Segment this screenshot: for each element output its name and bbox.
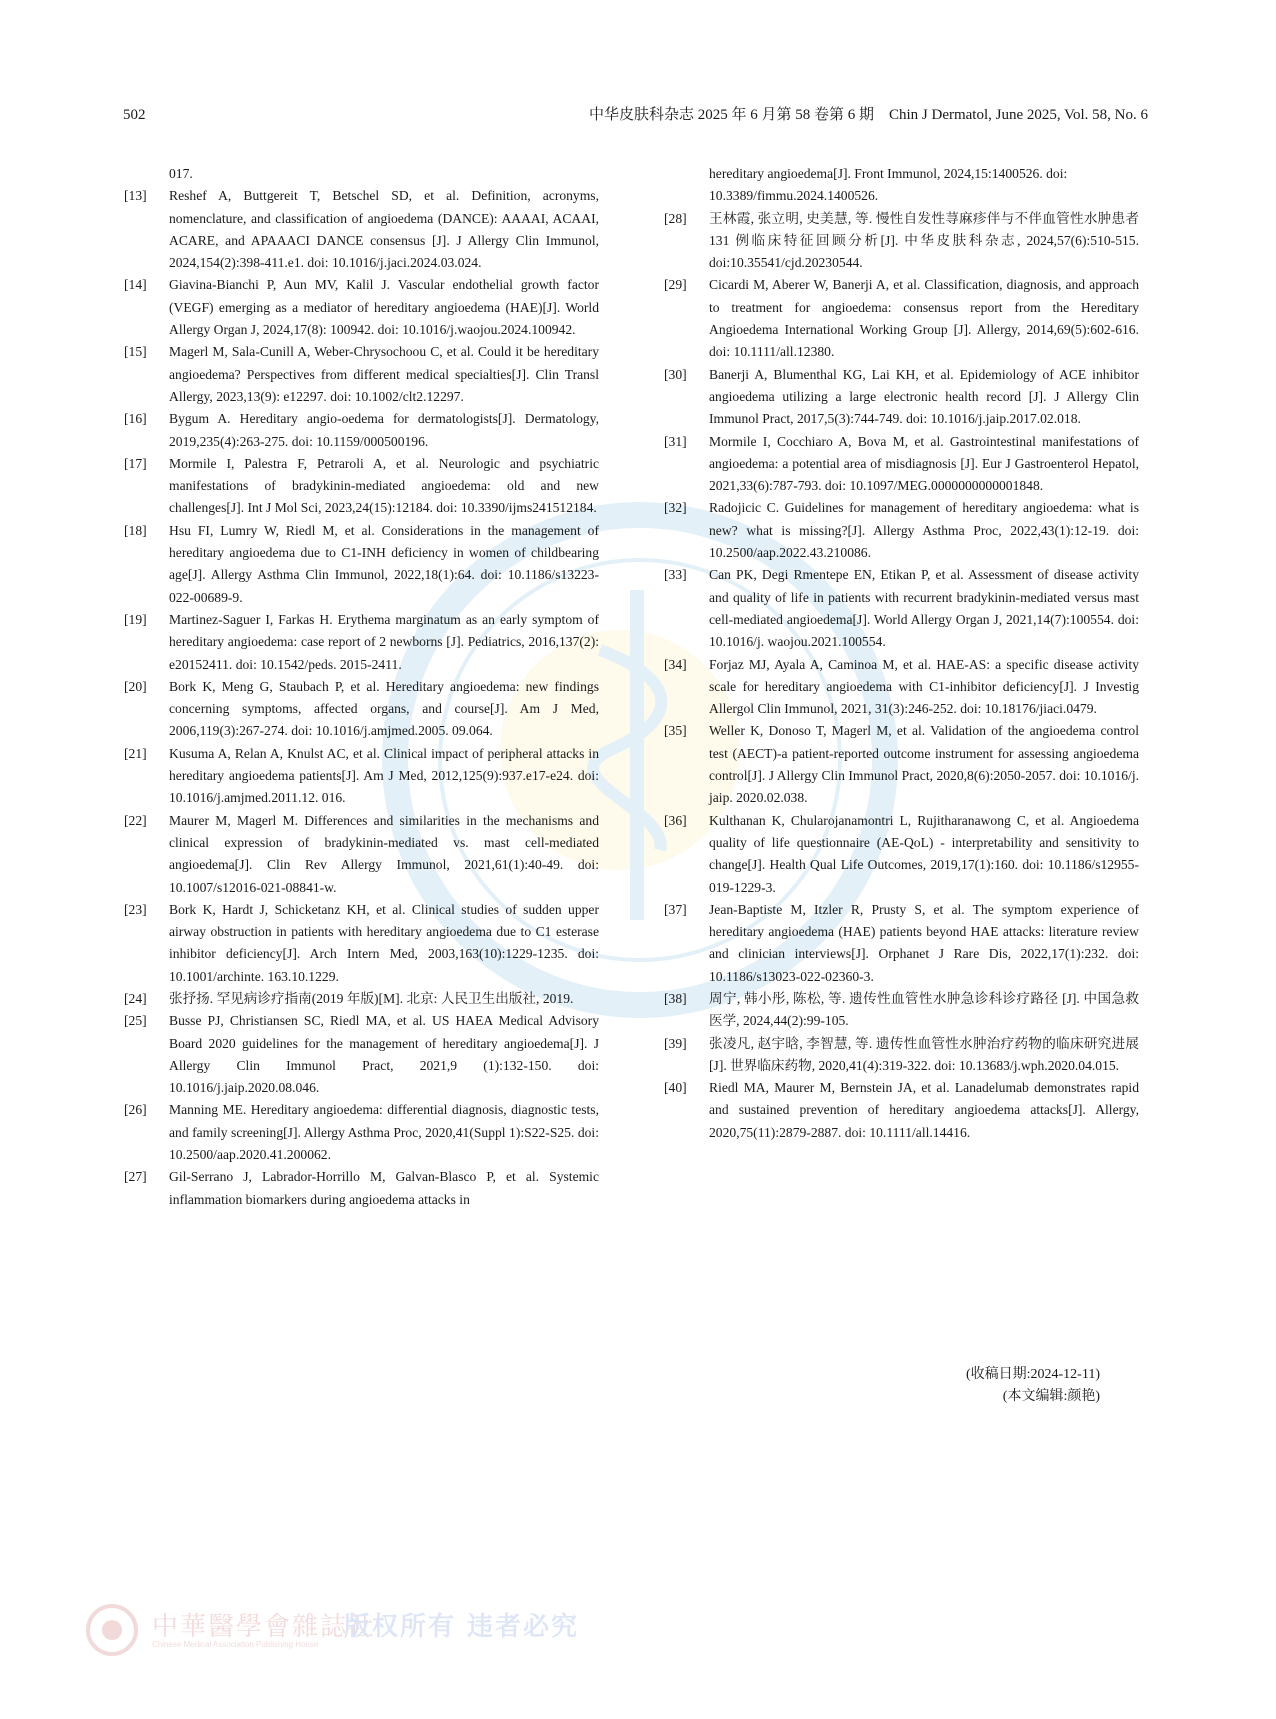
publisher-logo <box>84 1600 584 1660</box>
page-number: 502 <box>123 107 146 123</box>
reference-text: Reshef A, Buttgereit T, Betschel SD, et al. Definition, acronyms, nomenclature, and classification of angioedema (DANCE): AAAAI, ACAAI, ACARE, and APAAACI DANCE consensus [J]. J Allergy Clin Immunol, 2024,154(2):398-411.e1. doi: 10.1016/j.jaci.2024.03.024. <box>169 188 599 271</box>
reference-text: 张凌凡, 赵宇晗, 李智慧, 等. 遗传性血管性水肿治疗药物的临床研究进展[J]. 世界临床药物, 2020,41(4):319-322. doi: 10.13683/j.wph.2020.04.015. <box>709 1035 1139 1073</box>
editor-note: (本文编辑:颜艳) <box>1002 1389 1100 1404</box>
reference-item <box>124 453 599 520</box>
reference-number: [16] <box>124 411 147 427</box>
reference-text: 王林霞, 张立明, 史美慧, 等. 慢性自发性荨麻疹伴与不伴血管性水肿患者 131 例临床特征回顾分析[J]. 中华皮肤科杂志, 2024,57(6):510-515. doi:10.35541/cjd.20230544. <box>709 210 1139 271</box>
reference-text: Mormile I, Cocchiaro A, Bova M, et al. Gastrointestinal manifestations of angioedema: a potential area of misdiagnosis [J]. Eur J Gastroenterol Hepatol, 2021,33(6):787-793. doi: 10.1097/MEG.0000000000001848. <box>709 433 1139 494</box>
reference-text: Kulthanan K, Chularojanamontri L, Rujitharanawong C, et al. Angioedema quality of life questionnaire (AE-QoL) - interpretability and sensitivity to change[J]. Health Qual Life Outcomes, 2019,17(1):160. doi: 10.1186/s12955-019-1229-3. <box>709 812 1139 895</box>
reference-number: [28] <box>664 210 687 226</box>
reference-item <box>124 520 599 609</box>
reference-number: [34] <box>664 656 687 672</box>
reference-text: Bork K, Meng G, Staubach P, et al. Hereditary angioedema: new findings concerning symptoms, affected organs, and course[J]. Am J Med, 2006,119(3):267-274. doi: 10.1016/j.amjmed.2005. 09.064. <box>169 678 599 739</box>
reference-item <box>664 1077 1139 1144</box>
reference-number: [40] <box>664 1080 687 1096</box>
reference-text: Jean-Baptiste M, Itzler R, Prusty S, et al. The symptom experience of hereditary angioedema (HAE) patients beyond HAE attacks: literature review and clinician interviews[J]. Orphanet J Rare Dis, 2022,17(1):232. doi: 10.1186/s13023-022-02360-3. <box>709 901 1139 984</box>
reference-number: [38] <box>664 990 687 1006</box>
reference-text: Bygum A. Hereditary angio-oedema for dermatologists[J]. Dermatology, 2019,235(4):263-275. doi: 10.1159/000500196. <box>169 411 599 449</box>
publisher-emblem-icon <box>84 1602 140 1658</box>
publisher-name-cn: 中華醫學會雜誌社 <box>152 1612 377 1642</box>
reference-number: [24] <box>124 990 147 1006</box>
reference-item <box>664 654 1139 721</box>
reference-text: Martinez-Saguer I, Farkas H. Erythema marginatum as an early symptom of hereditary angioedema: case report of 2 newborns [J]. Pediatrics, 2016,137(2): e20152411. doi: 10.1542/peds. 2015-2411. <box>169 611 599 672</box>
reference-item <box>664 364 1139 431</box>
reference-number: [26] <box>124 1102 147 1118</box>
reference-item <box>124 185 599 274</box>
reference-item <box>124 408 599 453</box>
reference-number: [21] <box>124 745 147 761</box>
reference-text: Gil-Serrano J, Labrador-Horrillo M, Galvan-Blasco P, et al. Systemic inflammation biomarkers during angioedema attacks in <box>169 1169 599 1207</box>
reference-continuation: 017. <box>169 166 193 181</box>
reference-number: [35] <box>664 723 687 739</box>
reference-text: Weller K, Donoso T, Magerl M, et al. Validation of the angioedema control test (AECT)-a patient-reported outcome instrument for assessing angioedema control[J]. J Allergy Clin Immunol Pract, 2020,8(6):2050-2057. doi: 10.1016/j. jaip. 2020.02.038. <box>709 723 1139 806</box>
reference-item <box>124 899 599 988</box>
reference-number: [18] <box>124 522 147 538</box>
reference-item <box>124 988 599 1010</box>
reference-item <box>124 1166 599 1211</box>
reference-number: [23] <box>124 901 147 917</box>
reference-number: [14] <box>124 277 147 293</box>
reference-number: [22] <box>124 812 147 828</box>
reference-item <box>664 274 1139 363</box>
reference-item <box>664 988 1139 1033</box>
reference-number: [20] <box>124 678 147 694</box>
reference-number: [39] <box>664 1035 687 1051</box>
reference-item <box>124 341 599 408</box>
reference-number: [19] <box>124 611 147 627</box>
reference-item <box>124 676 599 743</box>
reference-item <box>124 810 599 899</box>
received-date: (收稿日期:2024-12-11) <box>965 1367 1100 1382</box>
article-footer-notes <box>966 1364 1100 1408</box>
reference-item <box>664 564 1139 653</box>
reference-text: Hsu FI, Lumry W, Riedl M, et al. Considerations in the management of hereditary angioedema due to C1-INH deficiency in women of childbearing age[J]. Allergy Asthma Clin Immunol, 2022,18(1):64. doi: 10.1186/s13223-022-00689-9. <box>169 522 599 605</box>
publisher-name-en: Chinese Medical Association Publishing House <box>152 1640 319 1649</box>
reference-text: Maurer M, Magerl M. Differences and similarities in the mechanisms and clinical expression of bradykinin-mediated vs. mast cell-mediated angioedema[J]. Clin Rev Allergy Immunol, 2021,61(1):40-49. doi: 10.1007/s12016-021-08841-w. <box>169 812 599 895</box>
reference-item <box>664 810 1139 899</box>
reference-item <box>664 208 1139 275</box>
reference-text: Busse PJ, Christiansen SC, Riedl MA, et al. US HAEA Medical Advisory Board 2020 guidelines for the management of hereditary angioedema[J]. J Allergy Clin Immunol Pract, 2021,9 (1):132-150. doi: 10.1016/j.jaip.2020.08.046. <box>169 1013 599 1096</box>
reference-item <box>664 497 1139 564</box>
references-left-column <box>124 163 599 1211</box>
reference-number: [13] <box>124 188 147 204</box>
reference-item <box>664 899 1139 988</box>
reference-continuation: hereditary angioedema[J]. Front Immunol, 2024,15:1400526. doi: 10.3389/fimmu.2024.1400526. <box>709 166 1068 204</box>
reference-number: [33] <box>664 567 687 583</box>
reference-number: [37] <box>664 901 687 917</box>
reference-number: [36] <box>664 812 687 828</box>
reference-item <box>124 274 599 341</box>
reference-text: Bork K, Hardt J, Schicketanz KH, et al. Clinical studies of sudden upper airway obstruction in patients with hereditary angioedema due to C1 esterase inhibitor deficiency[J]. Arch Intern Med, 2003,163(10):1229-1235. doi: 10.1001/archinte. 163.10.1229. <box>169 901 599 984</box>
reference-item <box>124 1010 599 1099</box>
reference-text: Mormile I, Palestra F, Petraroli A, et al. Neurologic and psychiatric manifestations of bradykinin-mediated angioedema: old and new challenges[J]. Int J Mol Sci, 2023,24(15):12184. doi: 10.3390/ijms241512184. <box>169 455 599 516</box>
reference-text: Can PK, Degi Rmentepe EN, Etikan P, et al. Assessment of disease activity and quality of life in patients with recurrent bradykinin-mediated versus mast cell-mediated angioedema[J]. World Allergy Organ J, 2021,14(7):100554. doi: 10.1016/j. waojou.2021.100554. <box>709 567 1139 650</box>
reference-number: [17] <box>124 455 147 471</box>
reference-item <box>124 1099 599 1166</box>
reference-number: [27] <box>124 1169 147 1185</box>
copyright-notice: 版权所有 违者必究 <box>344 1612 580 1642</box>
reference-text: Cicardi M, Aberer W, Banerji A, et al. Classification, diagnosis, and approach to treatment for angioedema: consensus report from the Hereditary Angioedema International Working Group [J]. Allergy, 2014,69(5):602-616. doi: 10.1111/all.12380. <box>709 277 1139 360</box>
reference-number: [31] <box>664 433 687 449</box>
reference-text: Riedl MA, Maurer M, Bernstein JA, et al. Lanadelumab demonstrates rapid and sustained prevention of hereditary angioedema attacks[J]. Allergy, 2020,75(11):2879-2887. doi: 10.1111/all.14416. <box>709 1080 1139 1140</box>
reference-text: Magerl M, Sala-Cunill A, Weber-Chrysochoou C, et al. Could it be hereditary angioedema? Perspectives from different medical specialties[J]. Clin Transl Allergy, 2023,13(9): e12297. doi: 10.1002/clt2.12297. <box>169 344 599 404</box>
reference-number: [25] <box>124 1013 147 1029</box>
running-head <box>123 104 1148 126</box>
journal-info: 中华皮肤科杂志 2025 年 6 月第 58 卷第 6 期 Chin J Dermatol, June 2025, Vol. 58, No. 6 <box>588 107 1148 123</box>
reference-item <box>664 720 1139 809</box>
reference-number: [29] <box>664 277 687 293</box>
reference-item <box>124 609 599 676</box>
reference-item <box>664 431 1139 498</box>
reference-text: Manning ME. Hereditary angioedema: differential diagnosis, diagnostic tests, and family screening[J]. Allergy Asthma Proc, 2020,41(Suppl 1):S22-S25. doi: 10.2500/aap.2020.41.200062. <box>169 1102 599 1163</box>
reference-text: 张抒扬. 罕见病诊疗指南(2019 年版)[M]. 北京: 人民卫生出版社, 2019. <box>169 990 574 1006</box>
reference-item <box>664 1033 1139 1078</box>
reference-number: [32] <box>664 500 687 516</box>
reference-text: Kusuma A, Relan A, Knulst AC, et al. Clinical impact of peripheral attacks in hereditary angioedema patients[J]. Am J Med, 2012,125(9):937.e17-e24. doi: 10.1016/j.amjmed.2011.12. 016. <box>169 745 599 806</box>
references-right-column <box>664 163 1139 1144</box>
reference-text: Forjaz MJ, Ayala A, Caminoa M, et al. HAE-AS: a specific disease activity scale for hereditary angioedema with C1-inhibitor deficiency[J]. J Investig Allergol Clin Immunol, 2021, 31(3):246-252. doi: 10.18176/jiaci.0479. <box>709 656 1139 717</box>
reference-text: Banerji A, Blumenthal KG, Lai KH, et al. Epidemiology of ACE inhibitor angioedema utilizing a large electronic health record [J]. J Allergy Clin Immunol Pract, 2017,5(3):744-749. doi: 10.1016/j.jaip.2017.02.018. <box>709 366 1139 427</box>
reference-text: Giavina-Bianchi P, Aun MV, Kalil J. Vascular endothelial growth factor (VEGF) emerging as a mediator of hereditary angioedema (HAE)[J]. World Allergy Organ J, 2024,17(8): 100942. doi: 10.1016/j.waojou.2024.100942. <box>169 277 599 338</box>
reference-text: Radojicic C. Guidelines for management of hereditary angioedema: what is new? what is missing?[J]. Allergy Asthma Proc, 2022,43(1):12-19. doi: 10.2500/aap.2022.43.210086. <box>709 500 1139 561</box>
reference-number: [15] <box>124 344 147 360</box>
reference-number: [30] <box>664 366 687 382</box>
reference-item <box>124 743 599 810</box>
reference-text: 周宁, 韩小彤, 陈松, 等. 遗传性血管性水肿急诊科诊疗路径 [J]. 中国急救医学, 2024,44(2):99-105. <box>709 990 1139 1029</box>
